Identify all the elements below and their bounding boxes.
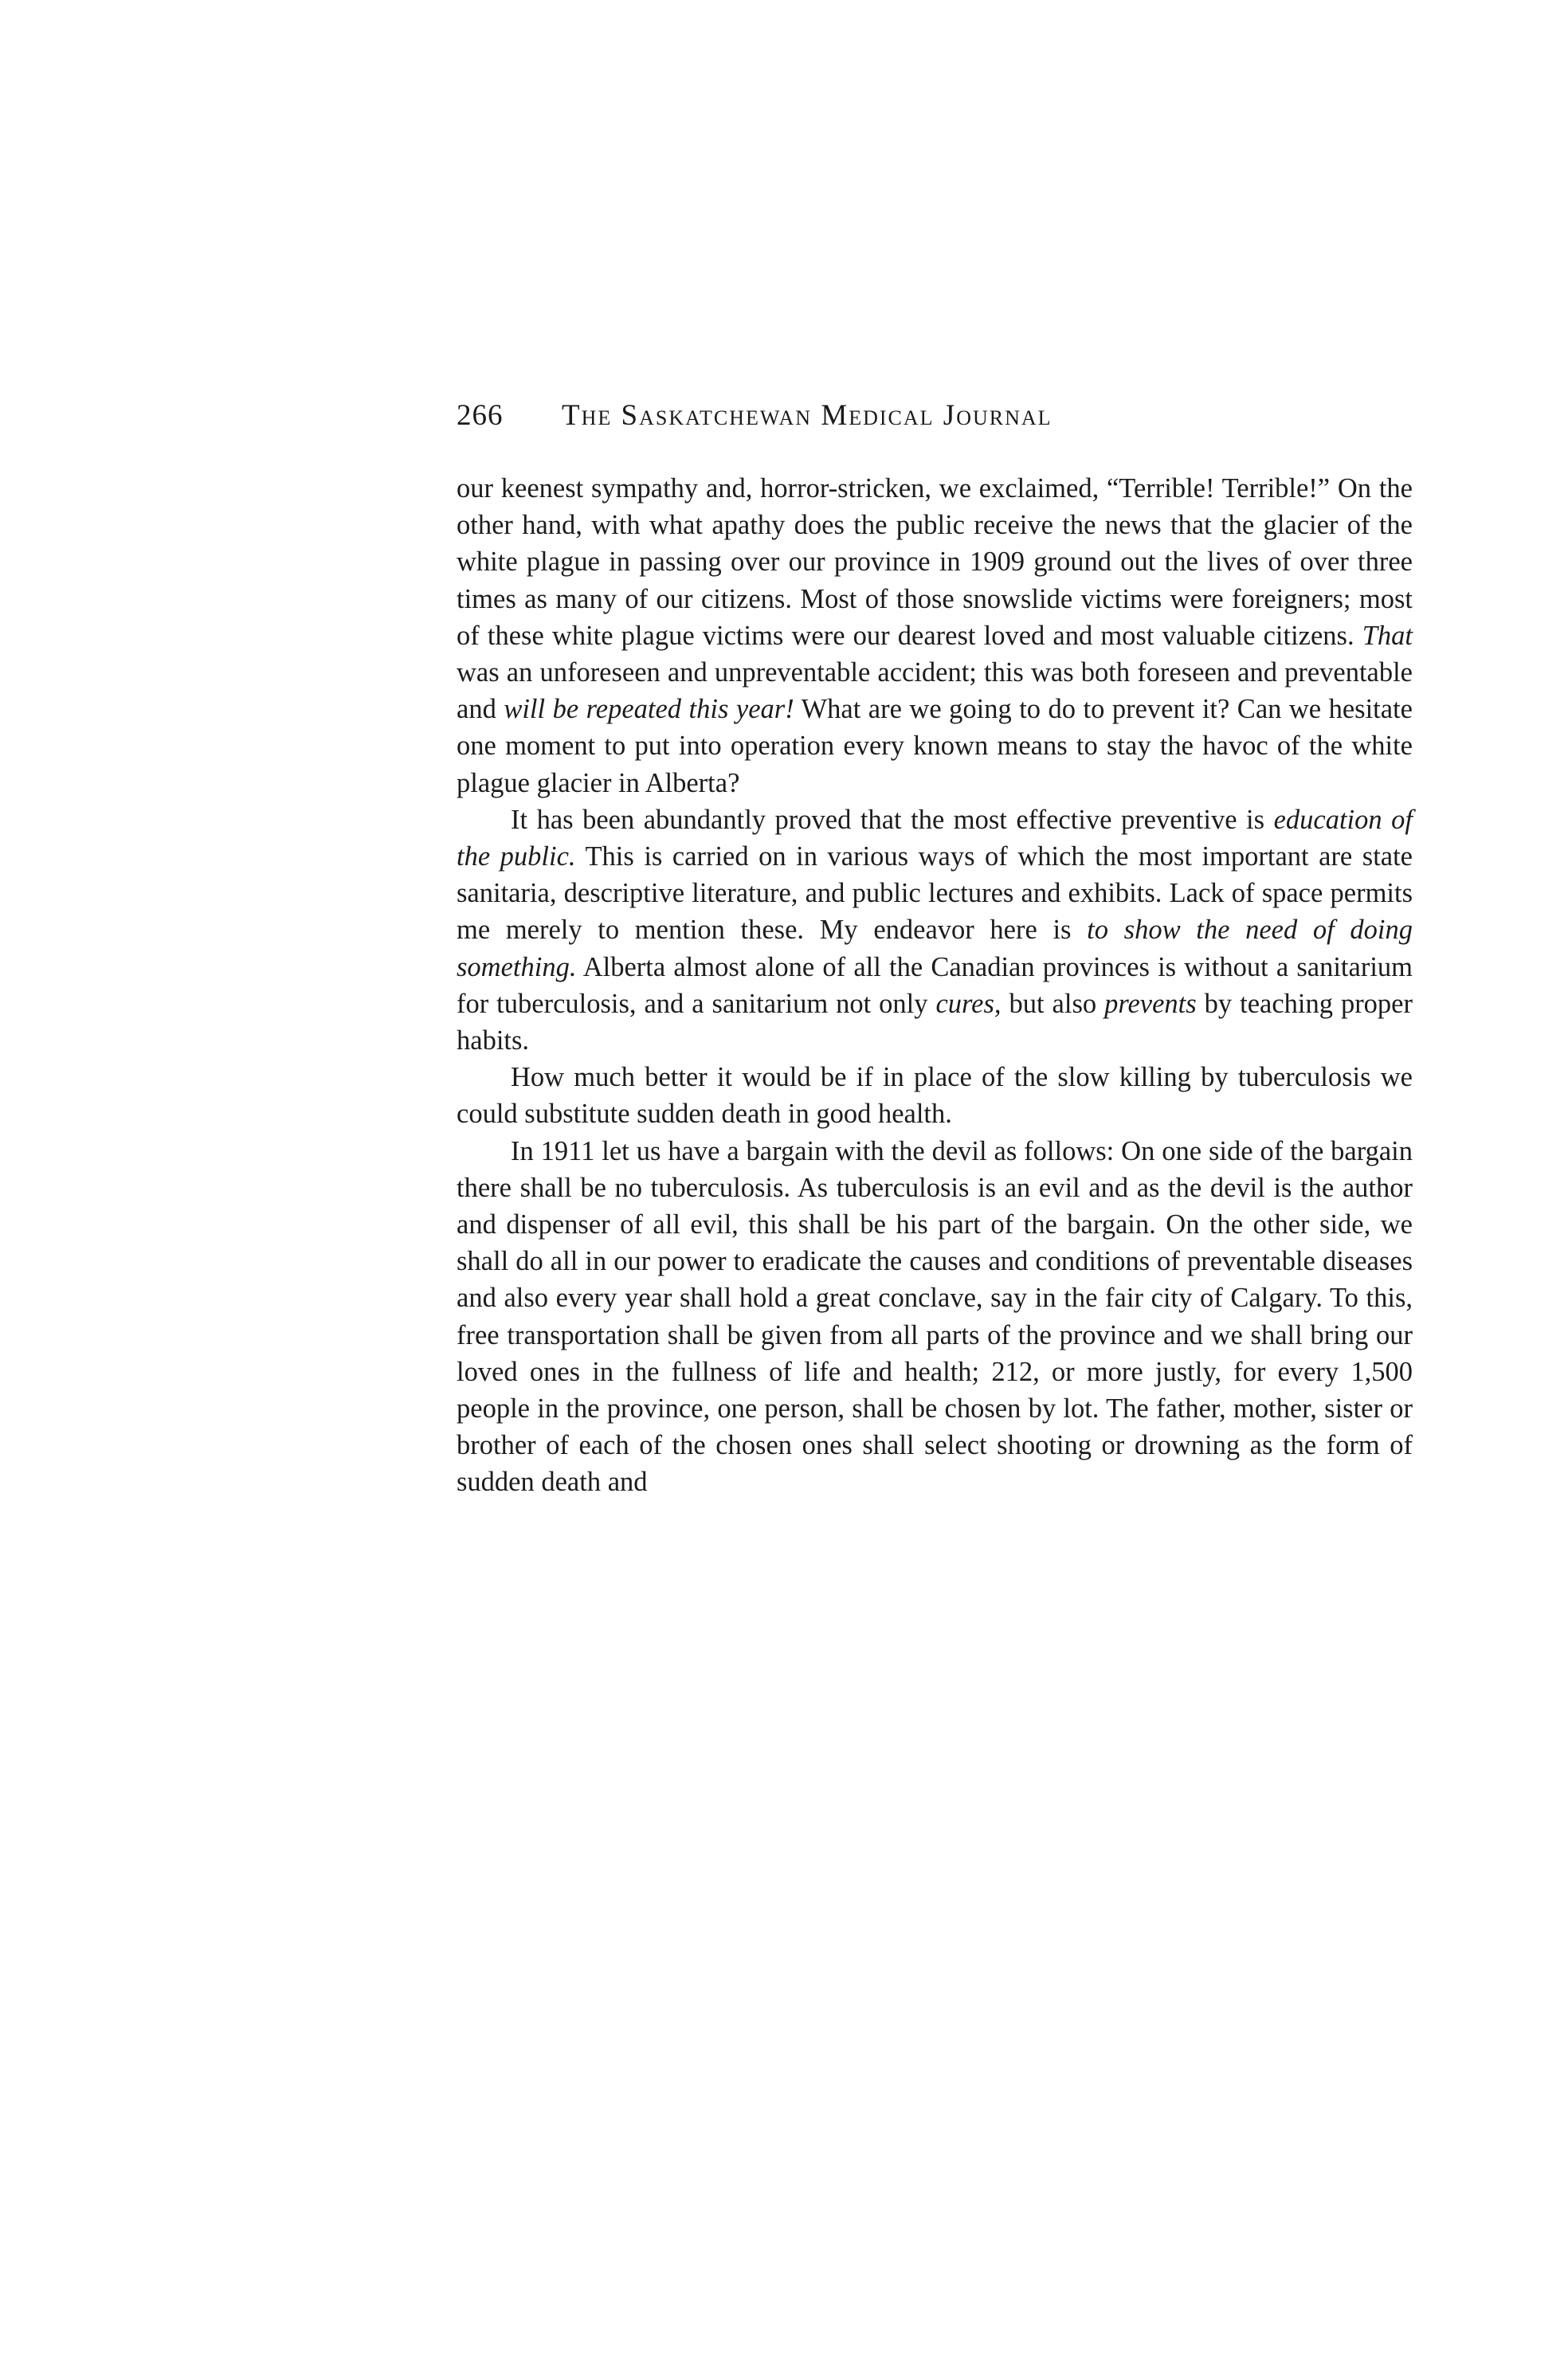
paragraph-2 [457,801,1413,1059]
paragraph-3 [457,1059,1413,1132]
text-segment: our keenest sympathy and, horror-stricken, we exclaimed, “Terrible! Terrible!” On the other hand, with what apathy does the public receive the news that the glacier of the white plague in passing over our province in 1909 ground out the lives of over three times as many of our citizens. Most of those snowslide victims were foreigners; most of these white plague victims were our dearest loved and most valuable citizens. [457,473,1413,651]
paragraph-1 [457,470,1413,801]
text-segment: It has been abundantly proved that the most effective preventive is [511,804,1274,835]
italic-segment: education of the public. [457,804,1413,872]
italic-segment: prevents [1104,988,1197,1019]
page-number: 266 [457,399,504,432]
text-segment: This is carried on in various ways of which the most important are state sanitaria, descriptive literature, and public lectures and exhibits. Lack of space permits me merely to mention these. My endeavor here is [457,841,1413,946]
paragraph-4 [457,1133,1413,1501]
italic-segment: That [1362,620,1413,651]
text-segment: What are we going to do to prevent it? Can we hesitate one moment to put into operation every known means to stay the havoc of the white plague glacier in Alberta? [457,694,1413,798]
body-text [457,470,1413,1501]
italic-segment: will be repeated this year! [504,694,794,725]
text-segment: by teaching proper habits. [457,988,1413,1056]
text-segment: How much better it would be if in place of the slow killing by tuberculosis we could substitute sudden death in good health. [457,1062,1413,1130]
journal-title: The Saskatchewan Medical Journal [562,399,1053,432]
text-segment: Alberta almost alone of all the Canadian provinces is without a sanitarium for tuberculosis, and a sanitarium not only [457,951,1413,1019]
text-segment: was an unforeseen and unpreventable accident; this was both foreseen and preventable and [457,657,1413,725]
running-head [457,398,1432,446]
italic-segment: to show the need of doing something. [457,915,1413,982]
text-segment: In 1911 let us have a bargain with the devil as follows: On one side of the bargain there shall be no tuberculosis. As tuberculosis is an evil and as the devil is the author and dispenser of all evil, this shall be his part of the bargain. On the other side, we shall do all in our power to eradicate the causes and conditions of preventable diseases and also every year shall hold a great conclave, say in the fair city of Calgary. To this, free transportation shall be given from all parts of the province and we shall bring our loved ones in the fullness of life and health; 212, or more justly, for every 1,500 people in the province, one person, shall be chosen by lot. The father, mother, sister or brother of each of the chosen ones shall select shooting or drowning as the form of sudden death and [457,1135,1413,1498]
text-segment: but also [1001,988,1105,1019]
italic-segment: cures, [935,988,1002,1019]
